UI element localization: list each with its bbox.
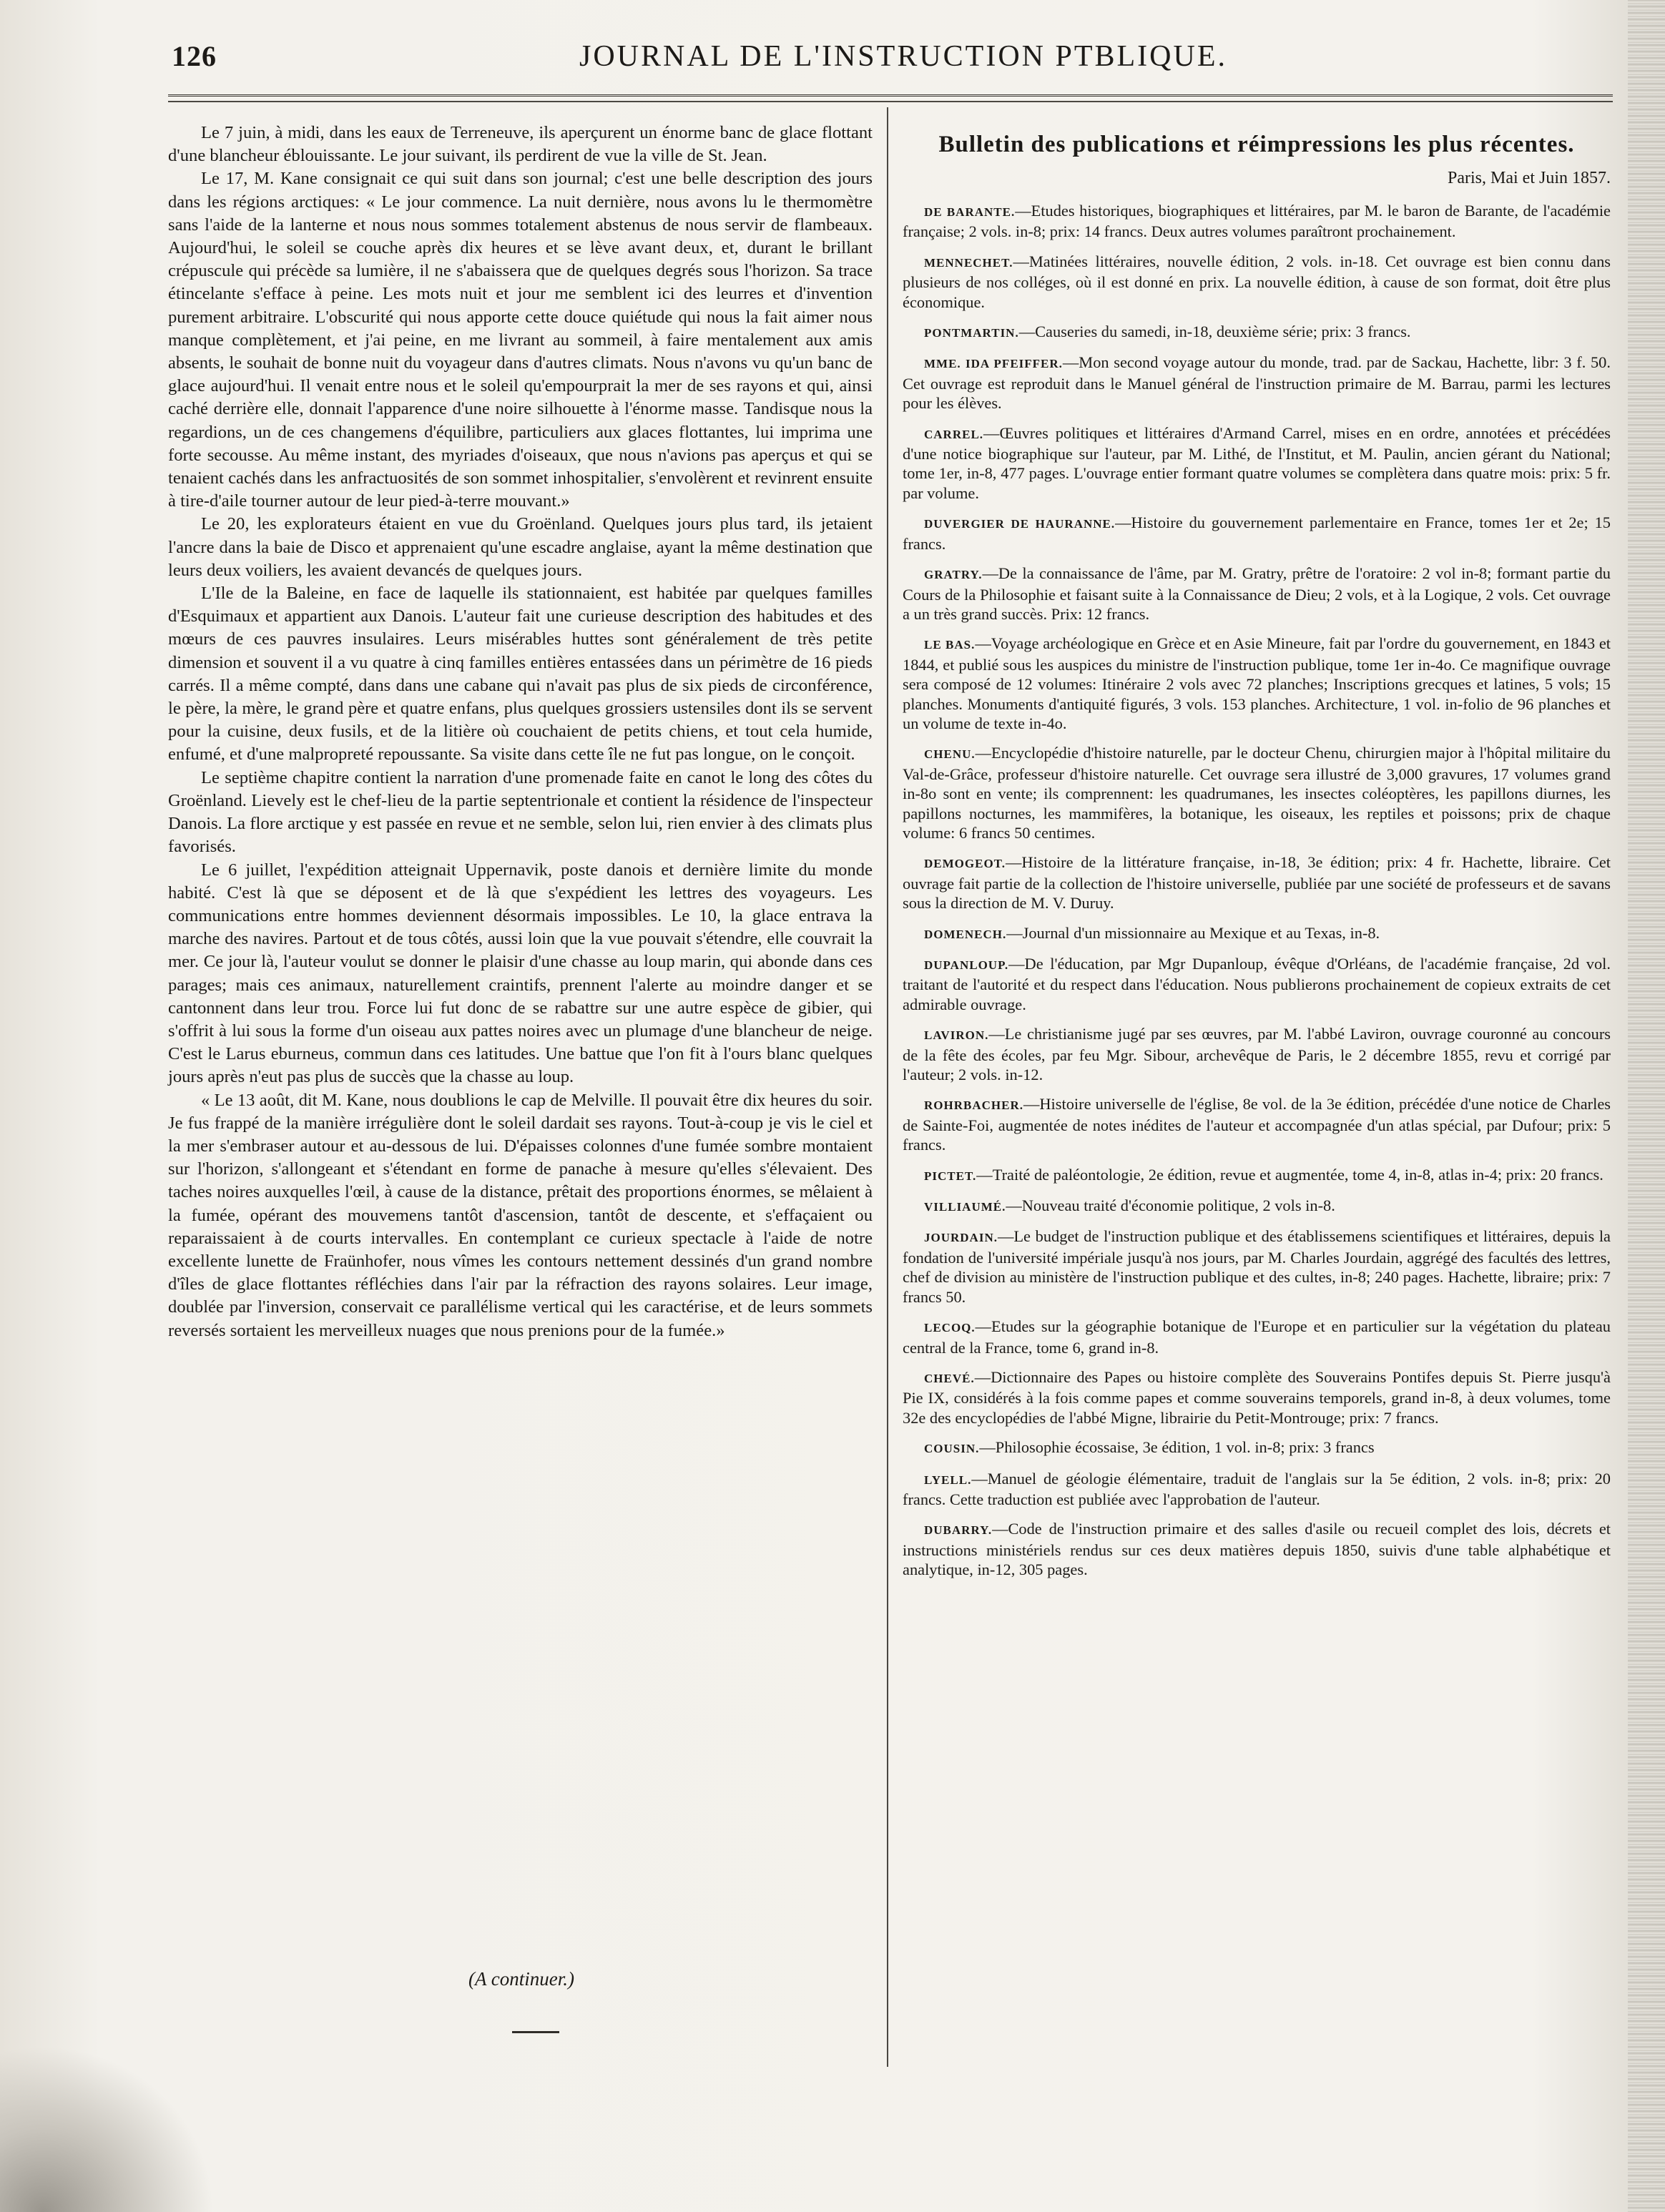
entry-text: —Dictionnaire des Papes ou histoire complète des Souverains Pontifes depuis St. Pierre jusqu'à Pie IX, considérés à la fois comme papes et comme souverains temporels, grand in-8, à deux volumes, tome 32e des encyclopédies de l'abbé Migne, librairie du Petit-Montrouge; prix: 7 francs. bbox=[903, 1367, 1611, 1427]
header-rule bbox=[168, 94, 1613, 97]
bulletin-entry bbox=[903, 923, 1611, 944]
article-paragraph: Le septième chapitre contient la narration d'une promenade faite en canot le long des côtes du Groënland. Lievely est le chef-lieu de la partie septentrionale et contient la résidence de l'inspecteur Danois. La flore arctique y est passée en revue et ne semble, selon lui, rien envier à des climats plus favorisés. bbox=[168, 767, 873, 857]
entry-text: —Histoire universelle de l'église, 8e vol. de la 3e édition, précédée d'une notice de Charles de Sainte-Foi, augmentée de notes inédites de l'auteur et accompagnée d'un atlas spécial, par Dufour; prix: 5 francs. bbox=[903, 1095, 1611, 1154]
entry-author: DE BARANTE. bbox=[924, 205, 1016, 219]
entry-text: —Journal d'un missionnaire au Mexique et au Texas, in-8. bbox=[1006, 923, 1380, 942]
bulletin-column bbox=[903, 122, 1611, 1590]
entry-text: —Voyage archéologique en Grèce et en Asie Mineure, fait par l'ordre du gouvernement, en 1843 et 1844, et publié sous les auspices du ministre de l'instruction publique, tome 1er in-4o. Ce magnifique ouvrage sera composé de 12 volumes: Itinéraire 2 vols avec 72 planches; Inscriptions grecques et latines, 5 vols; 15 planches. Monuments d'antiquité figurés, 3 vols. 153 planches. Architecture, 1 vol. in-folio de 96 planches et un volume de texte in-4o. bbox=[903, 634, 1611, 732]
continuation-note: (A continuer.) bbox=[468, 1968, 574, 1990]
entry-author: LECOQ. bbox=[924, 1321, 976, 1335]
bulletin-entry bbox=[903, 1227, 1611, 1307]
entry-text: —De la connaissance de l'âme, par M. Gratry, prêtre de l'oratoire: 2 vol in-8; formant partie du Cours de la Philosophie et faisant suite à la Connaissance de Dieu; 2 vols, et à la Logique, 2 vols. Cet ouvrage a un très grand succès. Prix: 12 francs. bbox=[903, 564, 1611, 623]
entry-text: —Encyclopédie d'histoire naturelle, par le docteur Chenu, chirurgien major à l'hôpital militaire du Val-de-Grâce, professeur d'histoire naturelle. Cet ouvrage sera illustré de 3,000 gravures, 17 volumes grand in-8o sont en vente; ils comprennent: les quadrumanes, les insectes coléoptères, les papillons diurnes, les papillons nocturnes, les mammifères, la botanique, les oiseaux, les reptiles et poissons; prix de chaque volume: 6 francs 50 centimes. bbox=[903, 744, 1611, 842]
entry-author: MME. IDA PFEIFFER. bbox=[924, 357, 1063, 371]
entry-author: JOURDAIN. bbox=[924, 1231, 998, 1245]
bulletin-entries bbox=[903, 201, 1611, 1580]
entry-author: LYELL. bbox=[924, 1473, 972, 1487]
entry-author: DUPANLOUP. bbox=[924, 958, 1009, 972]
article-paragraph: Le 20, les explorateurs étaient en vue du Groënland. Quelques jours plus tard, ils jetaient l'ancre dans la baie de Disco et apprenaient qu'une escadre anglaise, ayant la même destination que leurs deux voiliers, les avaient devancés de quelques jours. bbox=[168, 514, 873, 580]
bulletin-entry bbox=[903, 1165, 1611, 1186]
entry-text: —Le budget de l'instruction publique et des établissemens scientifiques et littéraires, depuis la fondation de l'université impériale jusqu'à nos jours, par M. Charles Jourdain, aggrégé des facultés des lettres, chef de division au ministère de l'instruction publique et des cultes, in-8; 240 pages. Hachette, libraire; prix: 7 francs 50. bbox=[903, 1227, 1611, 1306]
entry-author: MENNECHET. bbox=[924, 255, 1013, 270]
bulletin-entry bbox=[903, 423, 1611, 503]
bulletin-entry bbox=[903, 1469, 1611, 1510]
bulletin-entry bbox=[903, 322, 1611, 343]
page-header bbox=[172, 39, 1595, 82]
bulletin-entry bbox=[903, 513, 1611, 554]
article-paragraph: Le 6 juillet, l'expédition atteignait Uppernavik, poste danois et dernière limite du monde habité. C'est là que se déposent et de là que s'expédient les lettres des voyageurs. Les communications entre hommes deviennent désormais impossibles. Le 10, la glace entrava la marche des navires. Partout et de tous côtés, aussi loin que la vue pouvait s'étendre, elle couvrait la mer. Ce jour là, l'auteur voulut se donner le plaisir d'une chasse au loup marin, qui abonde dans ces parages; mais ces animaux, naturellement craintifs, prennent l'alerte au moindre danger et se cantonnent dans leur trou. Force lui fut donc de se rabattre sur une autre espèce de gibier, qui s'offrit à lui sous la forme d'un oiseau aux pattes noires avec un plumage d'une blancheur de neige. C'est le Larus eburneus, commun dans ces latitudes. Une battue que l'on fit à l'ours blanc quelques jours après n'eut pas plus de succès que la chasse au loup. bbox=[168, 860, 873, 1087]
column-divider bbox=[887, 107, 888, 2067]
entry-author: ROHRBACHER. bbox=[924, 1098, 1023, 1113]
entry-author: VILLIAUMÉ. bbox=[924, 1200, 1006, 1214]
entry-text: —Le christianisme jugé par ses œuvres, par M. l'abbé Laviron, ouvrage couronné au concours de la fête des écoles, par feu Mgr. Sibour, archevêque de Paris, le 2 décembre 1855, revu et corrigé par l'auteur; 2 vols. in-12. bbox=[903, 1025, 1611, 1084]
entry-author: LAVIRON. bbox=[924, 1028, 989, 1043]
entry-text: —Causeries du samedi, in-18, deuxième série; prix: 3 francs. bbox=[1018, 323, 1411, 341]
entry-text: —Philosophie écossaise, 3e édition, 1 vol. in-8; prix: 3 francs bbox=[979, 1438, 1375, 1457]
entry-author: DUVERGIER DE HAURANNE. bbox=[924, 517, 1116, 531]
article-paragraph: Le 7 juin, à midi, dans les eaux de Terreneuve, ils aperçurent un énorme banc de glace flottant d'une blancheur éblouissante. Le jour suivant, ils perdirent de vue la ville de St. Jean. bbox=[168, 123, 873, 166]
entry-text: —Mon second voyage autour du monde, trad. par de Sackau, Hachette, libr: 3 f. 50. Cet ouvrage est reproduit dans le Manuel général de l'instruction primaire de M. Barrau, parmi les lectures pour les élèves. bbox=[903, 353, 1611, 413]
entry-text: —Histoire de la littérature française, in-18, 3e édition; prix: 4 fr. Hachette, libraire. Cet ouvrage fait partie de la collection de l'histoire universelle, publiée par une société de professeurs et de savans sous la direction de M. V. Duruy. bbox=[903, 853, 1611, 913]
bulletin-entry bbox=[903, 743, 1611, 842]
entry-text: —Nouveau traité d'économie politique, 2 vols in-8. bbox=[1006, 1196, 1335, 1215]
entry-text: —Etudes historiques, biographiques et littéraires, par M. le baron de Barante, de l'académie française; 2 vols. in-8; prix: 14 francs. Deux autres volumes paraîtront prochainement. bbox=[903, 202, 1611, 241]
article-column bbox=[168, 122, 873, 1342]
journal-title: JOURNAL DE L'INSTRUCTION PTBLIQUE. bbox=[579, 40, 1227, 73]
bulletin-entry bbox=[903, 1367, 1611, 1427]
entry-author: GRATRY. bbox=[924, 568, 983, 582]
bulletin-entry bbox=[903, 1024, 1611, 1084]
entry-text: —Histoire du gouvernement parlementaire en France, tomes 1er et 2e; 15 francs. bbox=[903, 513, 1611, 553]
entry-author: COUSIN. bbox=[924, 1442, 980, 1456]
bulletin-entry bbox=[903, 954, 1611, 1014]
entry-author: PICTET. bbox=[924, 1169, 977, 1183]
bulletin-entry bbox=[903, 1519, 1611, 1579]
bulletin-dateline: Paris, Mai et Juin 1857. bbox=[1448, 169, 1611, 187]
bulletin-entry bbox=[903, 852, 1611, 913]
entry-author: PONTMARTIN. bbox=[924, 326, 1019, 340]
article-paragraph: « Le 13 août, dit M. Kane, nous doublions le cap de Melville. Il pouvait être dix heures du soir. Je fus frappé de la manière irrégulière dont le soleil dardait ses rayons. Tout-à-coup je vis le ciel et la mer s'embraser autour et au-dessous de lui. D'épaisses colonnes d'une fumée sombre montaient sur l'horizon, s'allongeant et s'étendant en forme de panache à mesure qu'elles s'élevaient. Des taches noires auxquelles l'œil, à cause de la distance, prêtait des proportions énormes, se mêlaient à la fumée, opérant des mouvemens tantôt d'ascension, tantôt de descente, et s'effaçaient ou reparaissaient à de courts intervalles. En contemplant ce curieux spectacle à l'aide de notre excellente lunette de Fraünhofer, nous vîmes les contours nettement dessinés d'un grand nombre d'îles de glace flottantes réfléchies dans l'air par la réfraction des rayons solaires. Leur image, doublée par l'inversion, conservait ce parallélisme vertical qui les caractérise, et de leurs sommets reversés sortaient les merveilleux nuages que nous prenions pour de la fumée.» bbox=[168, 1090, 873, 1340]
article-paragraph: Le 17, M. Kane consignait ce qui suit dans son journal; c'est une belle description des jours dans les régions arctiques: « Le jour commence. La nuit dernière, nous avons lu le thermomètre sans l'aide de la lanterne et nous nous sommes totalement abstenus de nous servir de flambeaux. Aujourd'hui, le soleil se couche après dix heures et se lève avant deux, et, durant le brillant crépuscule qui précède sa lumière, il ne s'abaissera que de quelques degrés sous l'horizon. Sa trace étincelante s'efface à peine. Les mots nuit et jour me semblent ici des leurres et d'invention purement arbitraire. L'obscurité qui nous apporte cette douce quiétude qui nous la fait aimer nous manque complètement, et j'ai peine, en me livrant au sommeil, à faire mentalement aux amis absents, le souhait de bonne nuit du voyageur dans d'autres climats. Nous n'avons vu qu'un banc de glace aujourd'hui. Il venait entre nous et le soleil qu'empourprait la mer de ses rayons et qui, ainsi caché derrière elle, donnait l'apparence d'une noire silhouette à l'énorme masse. Tandisque nous la regardions, un de ces changemens d'équilibre, particuliers aux glaces flottantes, lui imprima une forte secousse. Au même instant, des myriades d'oiseaux, que nous n'avions pas aperçus et qui se tenaient cachés dans les anfractuosités de son sommet inhospitalier, s'envolèrent et revinrent ensuite à tire-d'aile tourner autour de leur pied-à-terre mouvant.» bbox=[168, 169, 873, 511]
page-edge bbox=[1628, 0, 1665, 2212]
bulletin-entry bbox=[903, 252, 1611, 312]
entry-text: —Matinées littéraires, nouvelle édition, 2 vols. in-18. Cet ouvrage est bien connu dans plusieurs de nos colléges, où il est donné en prix. La nouvelle édition, à cause de son format, doit être plus économique. bbox=[903, 252, 1611, 311]
bulletin-entry bbox=[903, 201, 1611, 242]
entry-author: CHEVÉ. bbox=[924, 1371, 975, 1385]
entry-author: LE BAS. bbox=[924, 638, 976, 652]
bulletin-entry bbox=[903, 634, 1611, 733]
header-rule-secondary bbox=[168, 101, 1613, 102]
entry-text: —Manuel de géologie élémentaire, traduit de l'anglais sur la 5e édition, 2 vols. in-8; prix: 20 francs. Cette traduction est publiée avec l'approbation de l'auteur. bbox=[903, 1469, 1611, 1508]
end-rule bbox=[512, 2031, 559, 2033]
entry-text: —Etudes sur la géographie botanique de l'Europe et en particulier sur la végétation du plateau central de la France, tome 6, grand in-8. bbox=[903, 1317, 1611, 1357]
article-paragraph: L'Ile de la Baleine, en face de laquelle ils stationnaient, est habitée par quelques familles d'Esquimaux et appartient aux Danois. L'auteur fait une curieuse description des habitudes et des mœurs de ces pauvres insulaires. Leurs misérables huttes sont généralement de très petite dimension et souvent il a vu quatre à cinq familles entières entassées dans un périmètre de 16 pieds carrés. Il a même compté, dans dans une cabane qui n'avait pas plus de six pieds de circonférence, le père, la mère, le grand père et quatre enfans, plus quelques grossiers ustensiles dont ils se servent pour la cuisine, deux fusils, et de la litière où couchaient de petits chiens, et tout cela humide, enfumé, et d'une malpropreté repoussante. Sa visite dans cette île ne fut pas longue, on le conçoit. bbox=[168, 584, 873, 765]
entry-author: DUBARRY. bbox=[924, 1523, 993, 1538]
entry-author: DEMOGEOT. bbox=[924, 857, 1006, 871]
entry-text: —Traité de paléontologie, 2e édition, revue et augmentée, tome 4, in-8, atlas in-4; prix: 20 francs. bbox=[976, 1165, 1603, 1184]
entry-text: —Œuvres politiques et littéraires d'Armand Carrel, mises en en ordre, annotées et précédées d'une notice biographique sur l'auteur, par M. Lithé, de l'Institut, et M. Paulin, ancien gérant du National; tome 1er, in-8, 477 pages. L'ouvrage entier formant quatre volumes se complètera dans quatre mois: prix: 5 fr. par volume. bbox=[903, 423, 1611, 502]
entry-author: CHENU. bbox=[924, 747, 976, 762]
bulletin-entry bbox=[903, 1196, 1611, 1216]
bulletin-entry bbox=[903, 1437, 1611, 1458]
bulletin-title: Bulletin des publications et réimpressions les plus récentes. bbox=[938, 132, 1575, 157]
entry-text: —De l'éducation, par Mgr Dupanloup, évêque d'Orléans, de l'académie française, 2d vol. traitant de l'autorité et du respect dans l'éducation. Nous publierons prochainement de copieux extraits de cet admirable ouvrage. bbox=[903, 955, 1611, 1013]
entry-author: CARREL. bbox=[924, 427, 984, 441]
entry-text: —Code de l'instruction primaire et des salles d'asile ou recueil complet des lois, décrets et instructions ministériels rendus sur ces deux matières depuis 1850, suivis d'une table alphabétique et analytique, in-12, 305 pages. bbox=[903, 1520, 1611, 1579]
entry-author: DOMENECH. bbox=[924, 927, 1007, 941]
bulletin-entry bbox=[903, 564, 1611, 624]
bulletin-entry bbox=[903, 1094, 1611, 1154]
scan-smudge bbox=[0, 2045, 215, 2212]
bulletin-entry bbox=[903, 353, 1611, 413]
bulletin-entry bbox=[903, 1317, 1611, 1357]
page-number: 126 bbox=[172, 40, 217, 72]
